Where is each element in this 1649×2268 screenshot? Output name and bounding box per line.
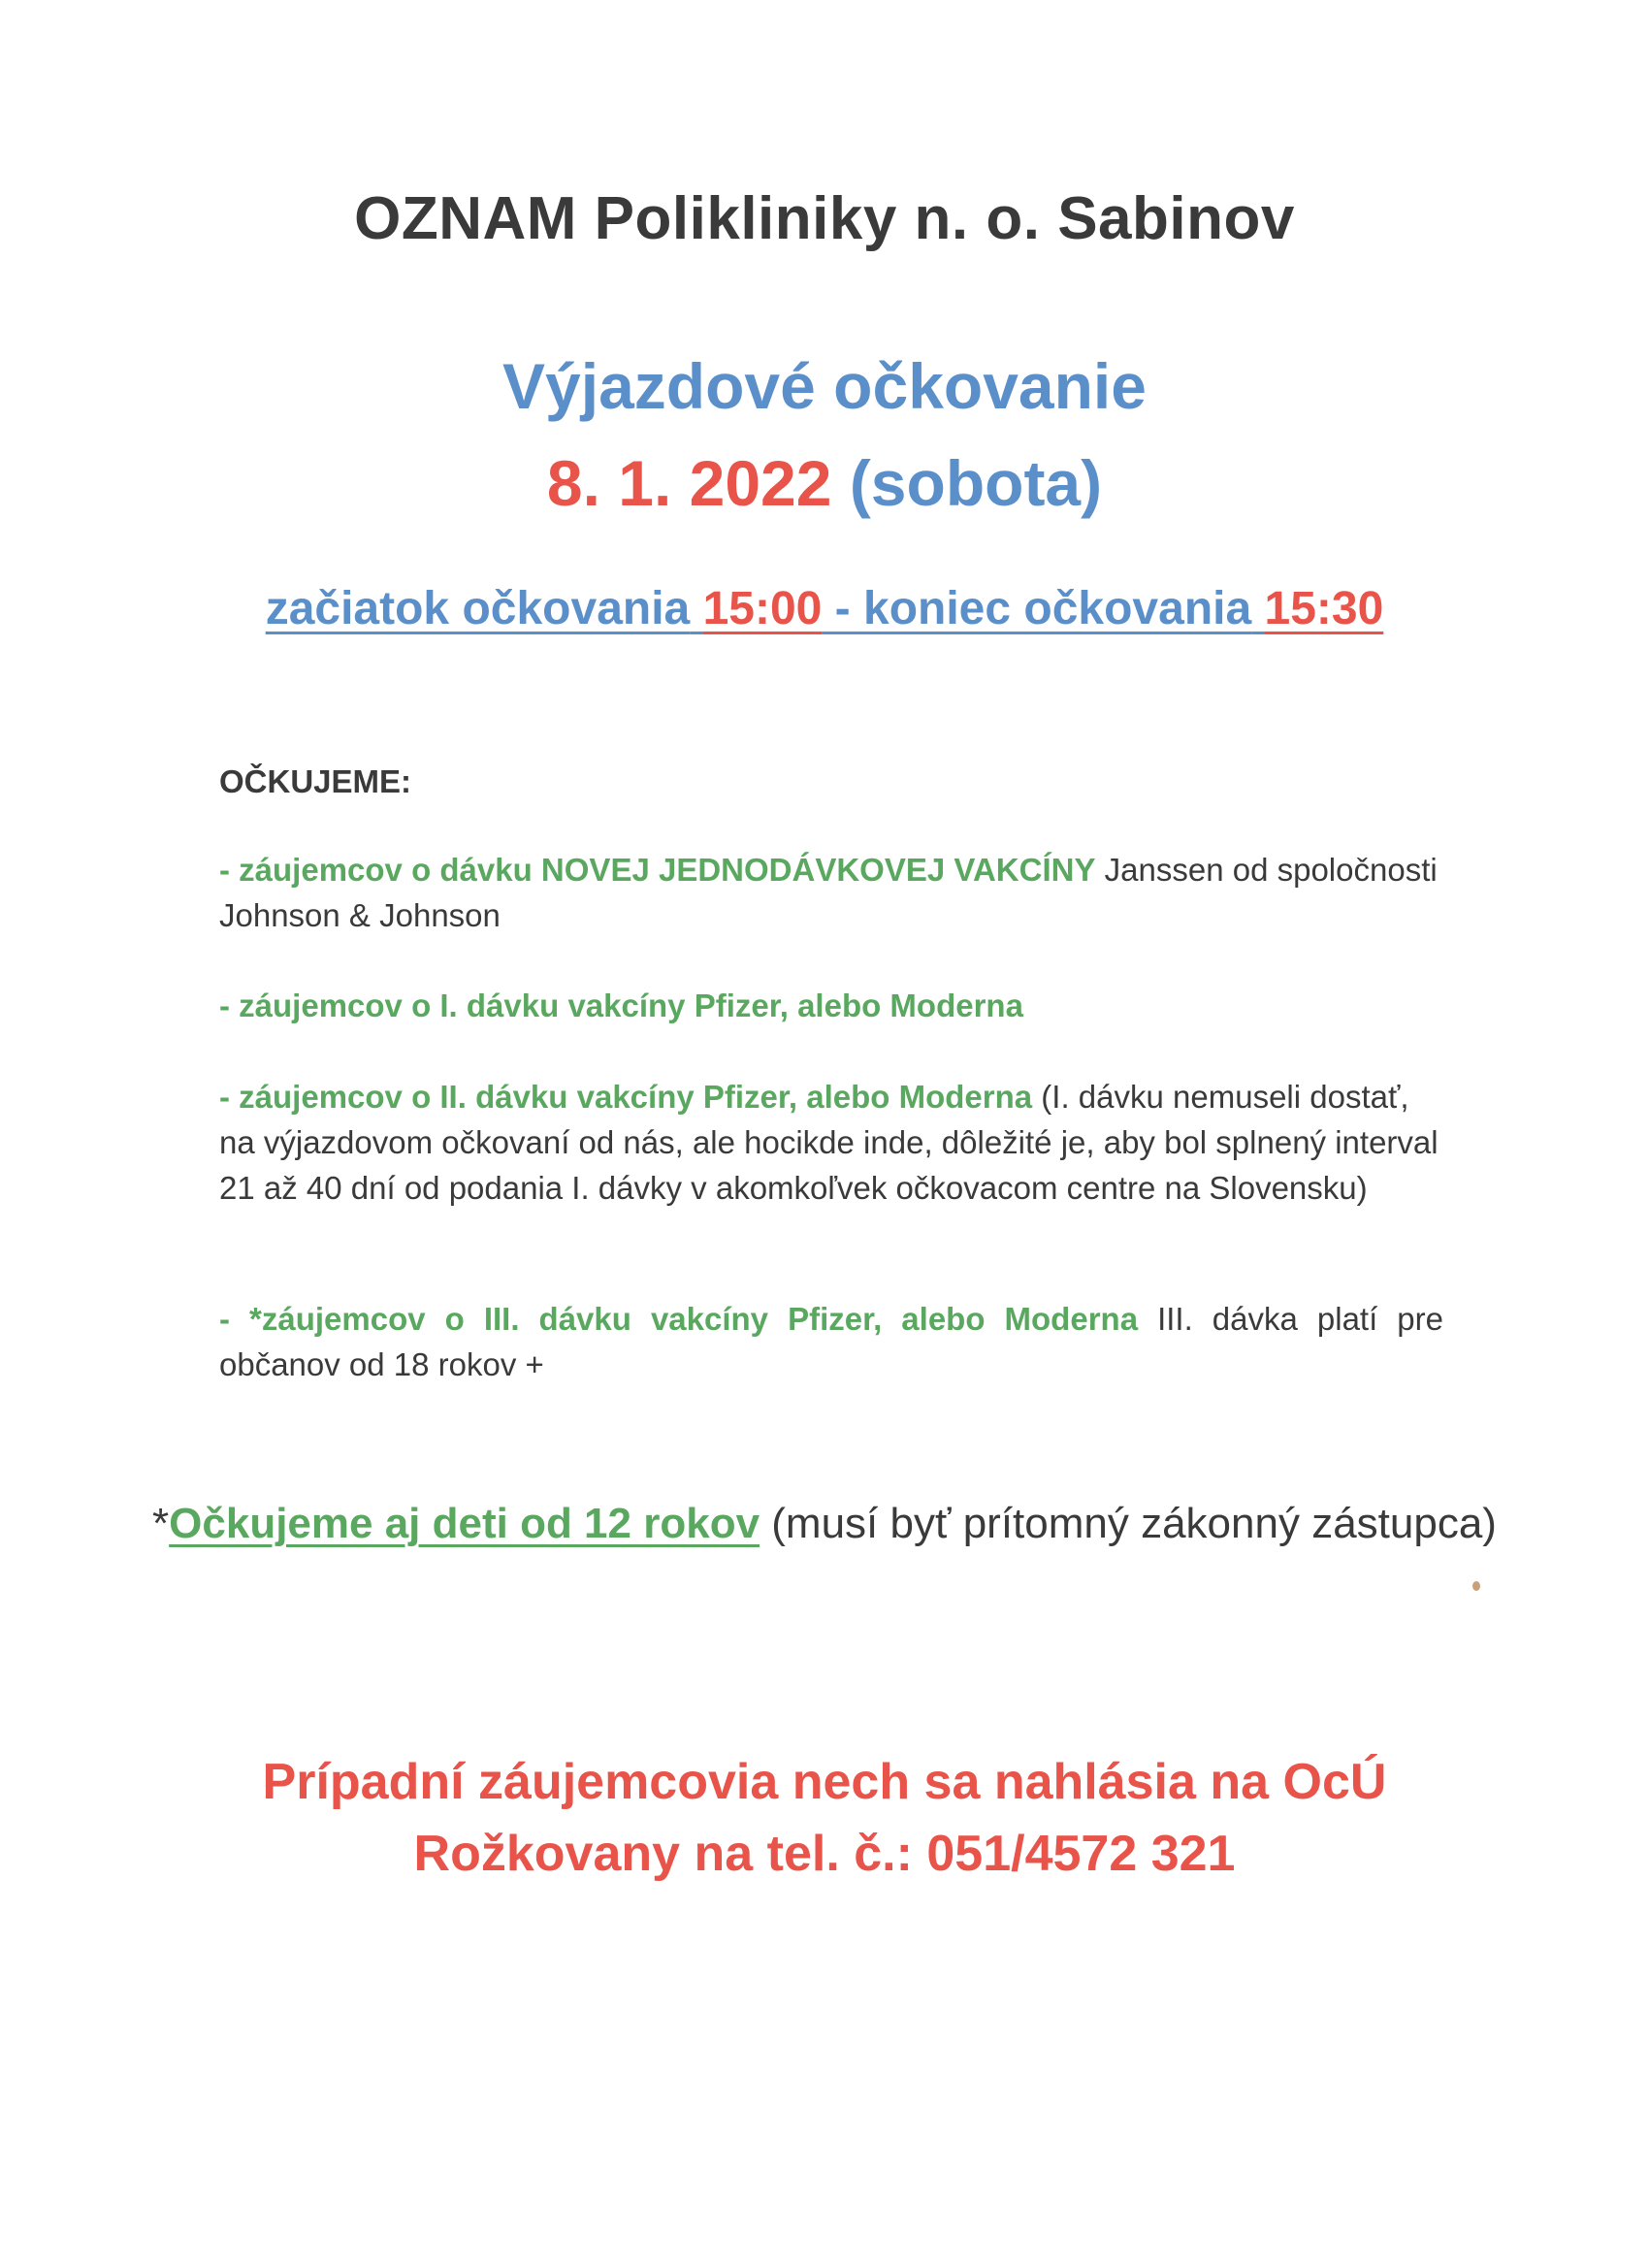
children-note-text: (musí byť prítomný zákonný zástupca) <box>760 1500 1497 1547</box>
date-text: 8. 1. 2022 <box>546 447 832 519</box>
list-item-text: (I. dávku nemuseli dostať, na výjazdovom očkovaní od nás, ale hocikde inde, dôležité je, aby bol splnený interval 21 až 40 dní od podania I. dávky v akomkoľvek očkovacom centre na Slovensku) <box>219 1079 1439 1206</box>
end-time: 15:30 <box>1264 583 1384 634</box>
day-text: (sobota) <box>849 447 1103 519</box>
list-item-text: III. dávka platí pre občanov od 18 rokov + <box>219 1301 1443 1382</box>
start-time: 15:00 <box>702 583 823 634</box>
list-item-highlight: - záujemcov o I. dávku vakcíny Pfizer, alebo Moderna <box>219 988 1023 1023</box>
children-note-prefix: * <box>152 1500 170 1547</box>
children-note-highlight: Očkujeme aj deti od 12 rokov <box>169 1500 760 1547</box>
list-item-highlight: - záujemcov o II. dávku vakcíny Pfizer, alebo Moderna <box>219 1079 1033 1115</box>
contact-line-2: Rožkovany na tel. č.: 051/4572 321 <box>413 1826 1236 1882</box>
list-item-text: Janssen od spoločnosti Johnson & Johnson <box>219 852 1438 933</box>
list-item-highlight: - záujemcov o dávku NOVEJ JEDNODÁVKOVEJ VAKCÍNY <box>219 852 1096 888</box>
list-item <box>219 983 1443 1028</box>
times-separator: - <box>822 583 863 634</box>
list-item <box>219 847 1443 938</box>
vaccination-date <box>0 446 1649 520</box>
section-heading: OČKUJEME: <box>219 763 412 799</box>
vaccination-times <box>0 582 1649 635</box>
list-item-highlight: - *záujemcov o III. dávku vakcíny Pfizer, alebo Moderna <box>219 1301 1139 1337</box>
scan-speck <box>1472 1581 1480 1591</box>
list-item <box>219 1074 1443 1211</box>
list-item <box>219 1296 1443 1387</box>
notice-subtitle: Výjazdové očkovanie <box>502 350 1147 422</box>
end-label: koniec očkovania <box>863 583 1252 634</box>
contact-info <box>0 1746 1649 1890</box>
start-label: začiatok očkovania <box>265 583 691 634</box>
children-note <box>0 1494 1649 1554</box>
notice-title: OZNAM Polikliniky n. o. Sabinov <box>354 185 1295 252</box>
contact-line-1: Prípadní záujemcovia nech sa nahlásia na OcÚ <box>262 1754 1387 1810</box>
